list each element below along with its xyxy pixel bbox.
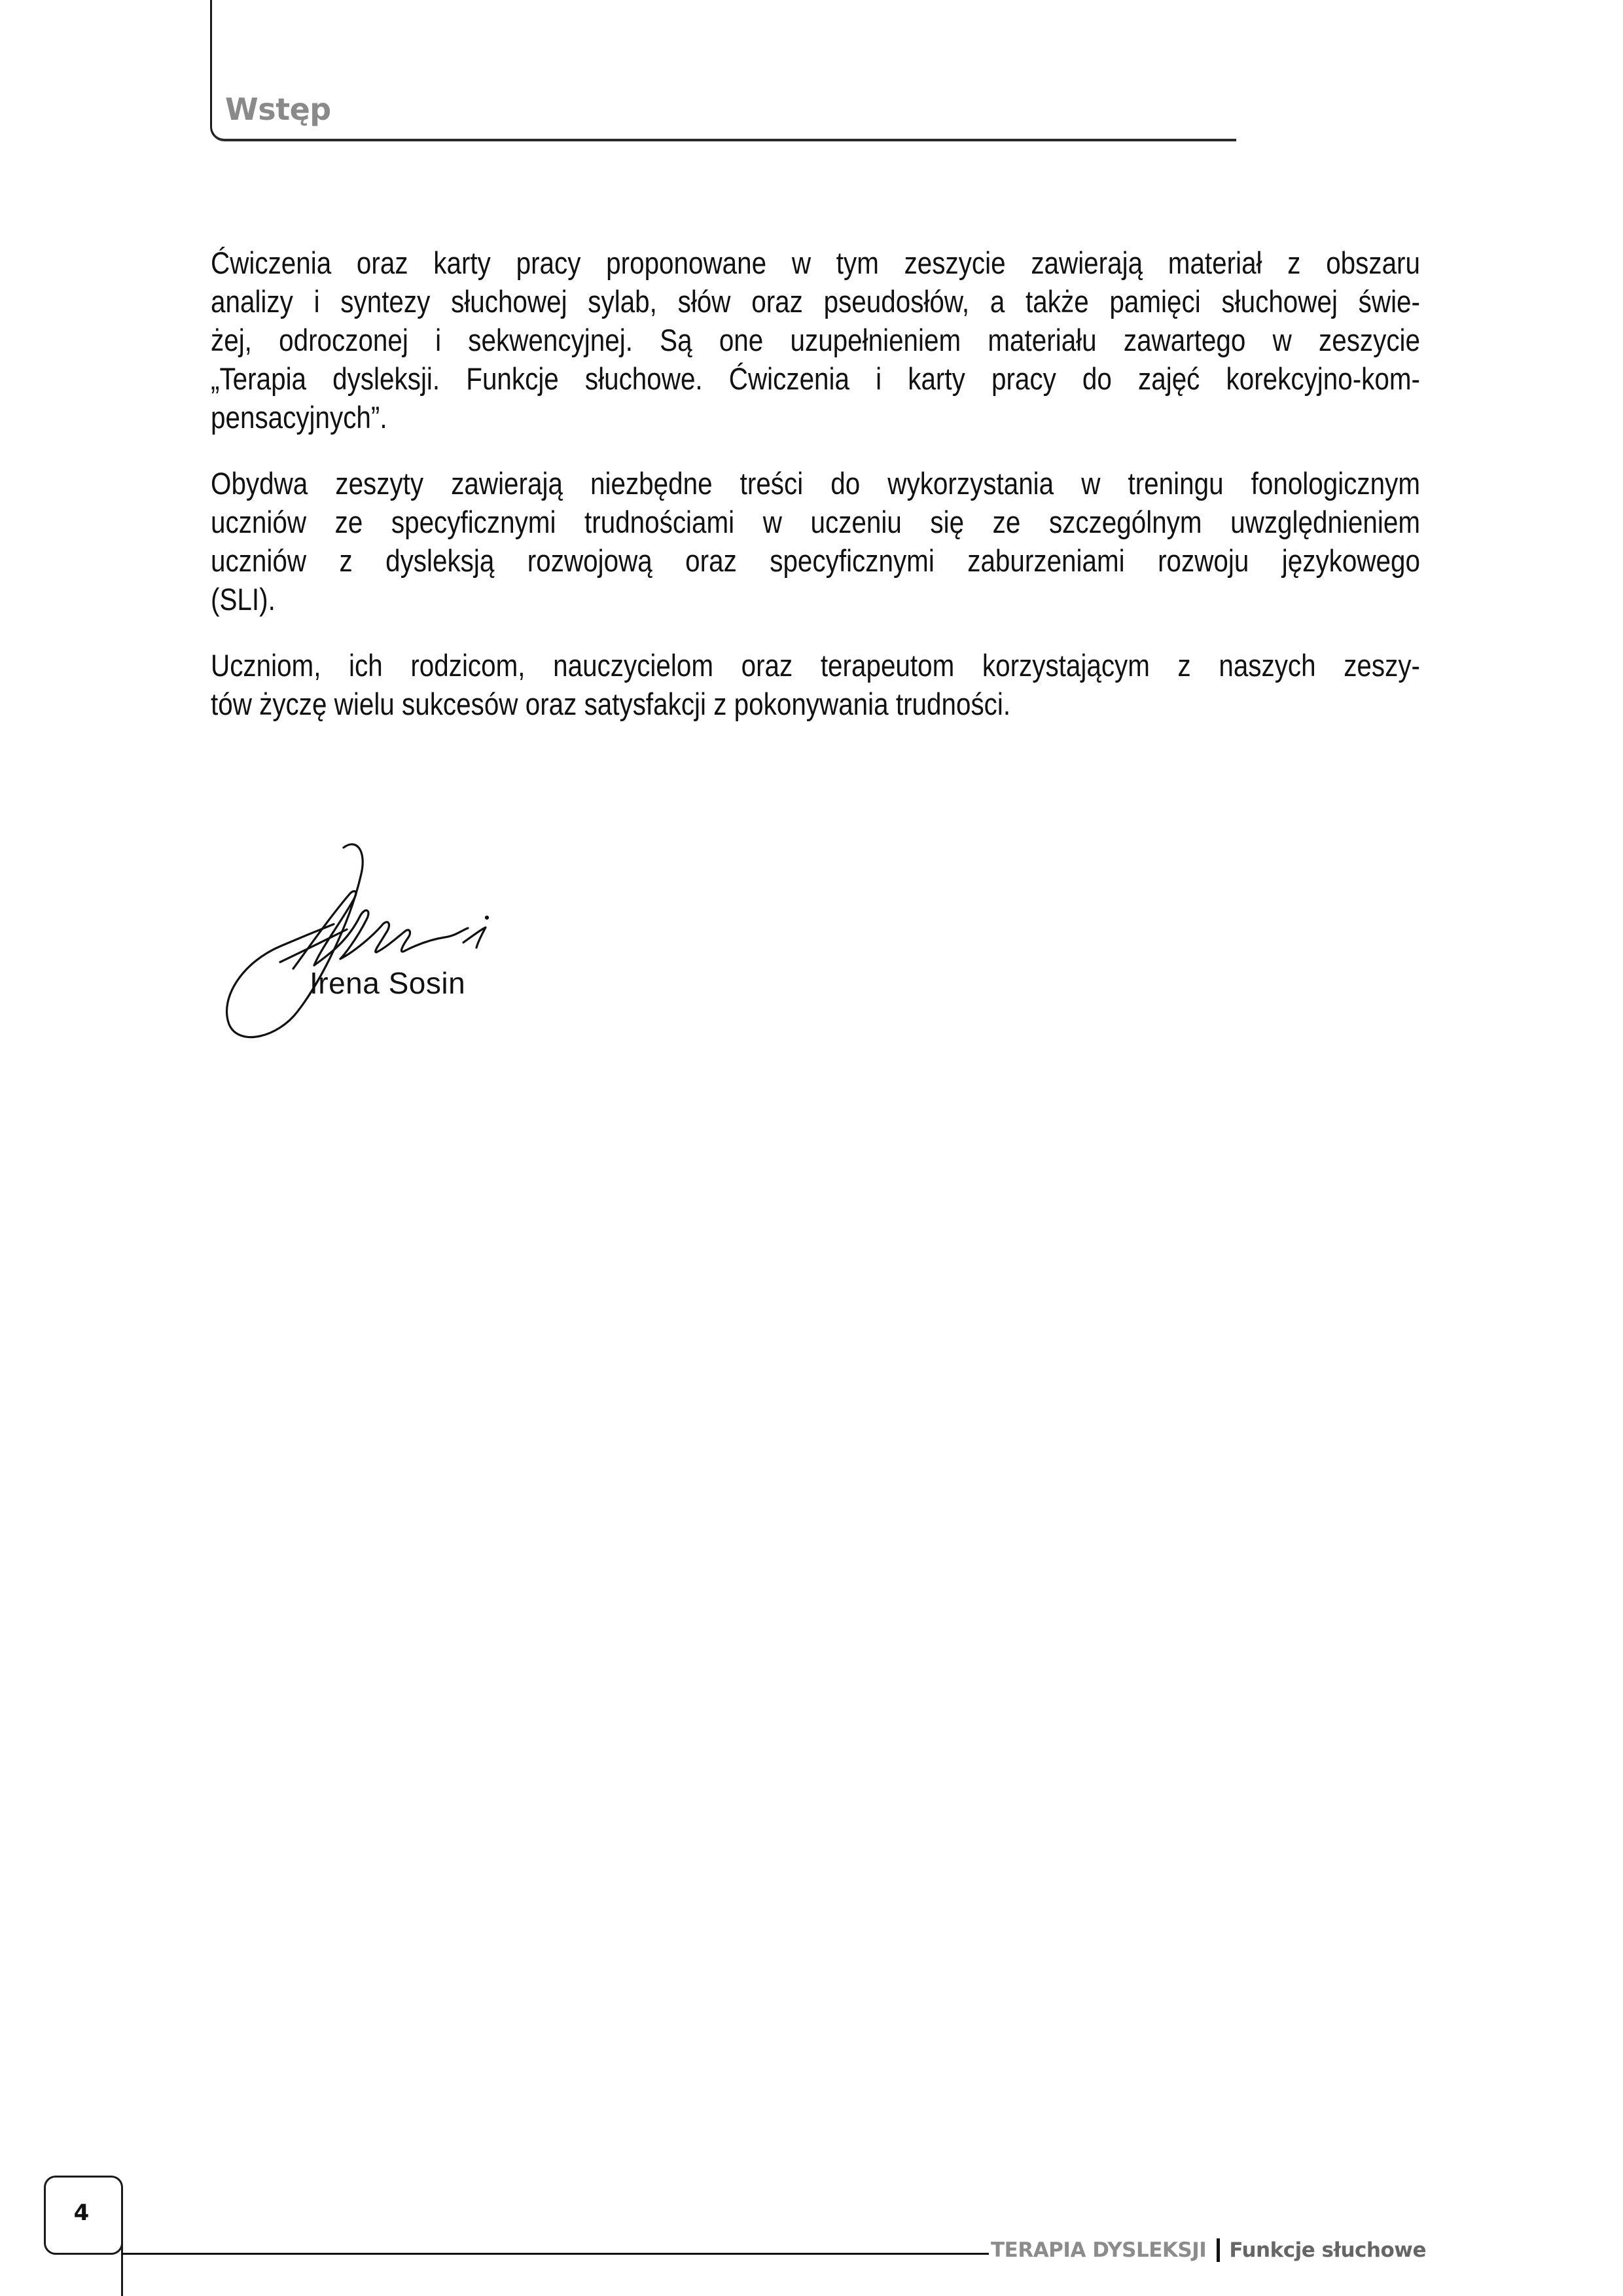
- paragraph-2: [211, 464, 1420, 619]
- paragraph-1: [211, 243, 1420, 437]
- text-line: uczniów ze specyficznymi trudnościami w uczeniu się ze szczególnym uwzględnieniem: [211, 505, 1421, 539]
- text-line: Uczniom, ich rodzicom, nauczycielom oraz terapeutom korzystającym z naszych zeszy-: [211, 648, 1421, 683]
- series-subtitle: Funkcje słuchowe: [1229, 2238, 1426, 2262]
- text-line: żej, odroczonej i sekwencyjnej. Są one uzupełnieniem materiału zawartego w zeszycie: [211, 323, 1421, 357]
- page-number-box: [44, 2176, 123, 2255]
- series-title: TERAPIA DYSLEKSJI: [991, 2238, 1207, 2262]
- text-line: Obydwa zeszyty zawierają niezbędne treści do wykorzystania w treningu fonologicznym: [211, 466, 1421, 501]
- header-frame: [210, 0, 1236, 141]
- page-number: 4: [73, 2199, 90, 2226]
- text-line: tów życzę wielu sukcesów oraz satysfakcji z pokonywania trudności.: [211, 687, 1011, 721]
- text-line: „Terapia dysleksji. Funkcje słuchowe. Ćwiczenia i karty pracy do zajęć korekcyjno-kom-: [211, 361, 1421, 396]
- section-title: Wstęp: [225, 92, 331, 127]
- text-line: analizy i syntezy słuchowej sylab, słów oraz pseudosłów, a także pamięci słuchowej świe-: [211, 284, 1421, 319]
- running-title: [991, 2238, 1426, 2262]
- signer-name: Irena Sosin: [310, 966, 466, 1000]
- paragraph-3: [211, 646, 1420, 723]
- text-line: Ćwiczenia oraz karty pracy proponowane w tym zeszycie zawierają materiał z obszaru: [211, 245, 1421, 280]
- text-line: uczniów z dysleksją rozwojową oraz specyficznymi zaburzeniami rozwoju językowego: [211, 543, 1420, 578]
- body-text: [211, 243, 1420, 751]
- footer-rule: [121, 2253, 989, 2255]
- handwritten-signature-icon: [216, 825, 504, 1047]
- title-separator: [1217, 2238, 1220, 2262]
- text-line: (SLI).: [211, 582, 276, 617]
- text-line: pensacyjnych”.: [211, 400, 387, 435]
